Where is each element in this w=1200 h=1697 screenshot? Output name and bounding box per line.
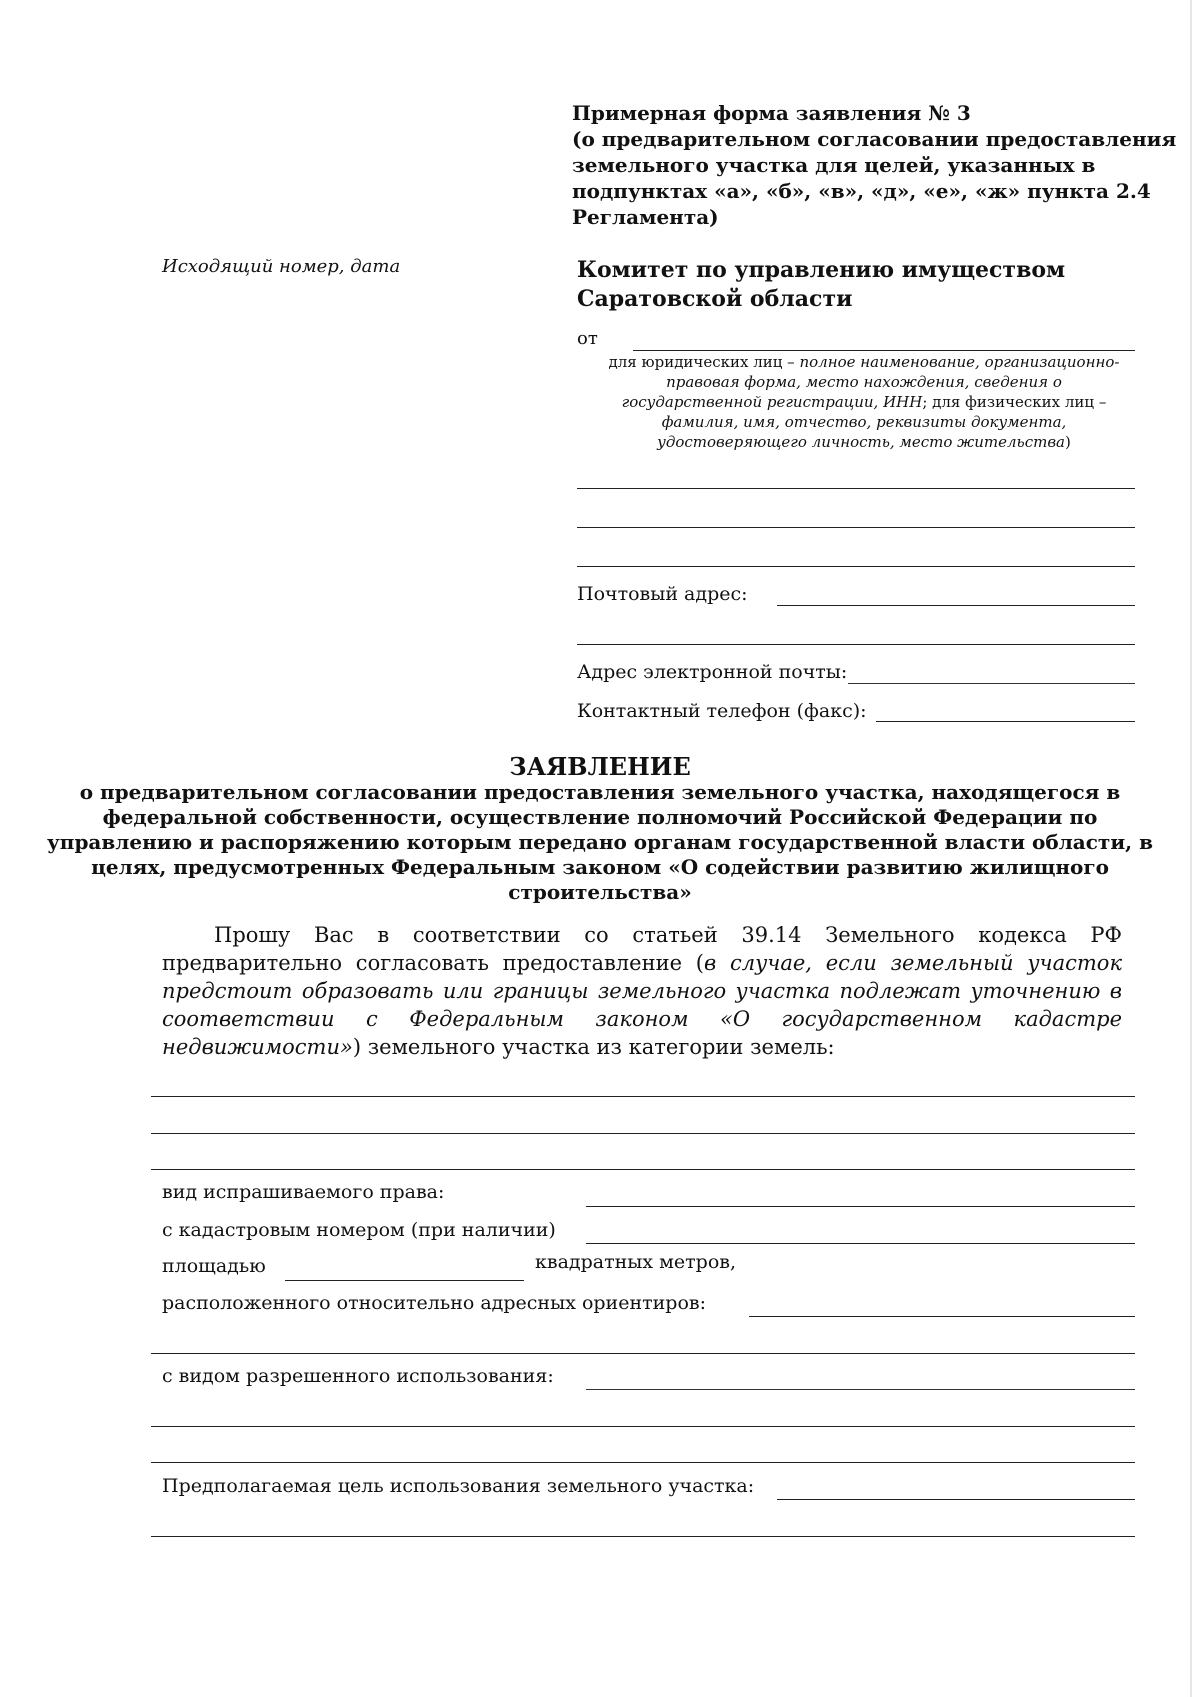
land-category-line-1[interactable] (151, 1096, 1135, 1097)
request-text-italic: в случае, если земельный участок предстоит образовать или границы земельного участка подлежат уточнению в соответствии с Федеральным законом «О государственном кадастре недвижимости» (162, 951, 1122, 1059)
applicant-info-line-1[interactable] (577, 488, 1135, 489)
hint-text: ; для физических лиц – (922, 393, 1107, 411)
addressee-line: Саратовской области (577, 286, 853, 312)
statement-subtitle (0, 780, 1200, 905)
request-paragraph (162, 921, 1122, 1061)
page-edge (1190, 0, 1192, 1697)
form-title-line: Регламента) (572, 205, 719, 229)
purpose-field[interactable] (777, 1499, 1135, 1500)
applicant-hint (600, 352, 1128, 452)
area-label: площадью (162, 1255, 266, 1277)
postal-address-label: Почтовый адрес: (577, 583, 748, 605)
right-type-field[interactable] (586, 1206, 1135, 1207)
permitted-use-field[interactable] (586, 1389, 1135, 1390)
statement-subtitle-line: строительства» (508, 880, 692, 904)
form-title-line: (о предварительном согласовании предоставления (572, 127, 1177, 151)
hint-text-italic: полное наименование, организационно-правовая форма, место нахождения, сведения о государственной регистрации, ИНН (621, 353, 1120, 411)
form-title (572, 100, 1177, 230)
phone-field[interactable] (876, 721, 1135, 722)
hint-text: ) (1065, 433, 1071, 451)
address-label: расположенного относительно адресных ориентиров: (162, 1292, 706, 1314)
applicant-name-field[interactable] (633, 350, 1135, 351)
hint-text: для юридических лиц – (608, 353, 800, 371)
address-field-2[interactable] (151, 1353, 1135, 1354)
applicant-info-line-2[interactable] (577, 527, 1135, 528)
postal-address-field-2[interactable] (577, 644, 1135, 645)
statement-subtitle-line: федеральной собственности, осуществление полномочий Российской Федерации по (102, 805, 1098, 829)
purpose-field-2[interactable] (151, 1536, 1135, 1537)
area-field[interactable] (285, 1280, 524, 1281)
statement-subtitle-line: целях, предусмотренных Федеральным законом «О содействии развитию жилищного (91, 855, 1109, 879)
form-title-line: подпунктах «а», «б», «в», «д», «е», «ж» пункта 2.4 (572, 179, 1151, 203)
request-text: Прошу Вас в соответствии со статьей 39.14 Земельного кодекса РФ предварительно согласовать предоставление ( (162, 923, 1122, 975)
statement-subtitle-line: о предварительном согласовании предоставления земельного участка, находящегося в (79, 780, 1121, 804)
hint-text-italic: фамилия, имя, отчество, реквизиты документа, удостоверяющего личность, место жительства (657, 413, 1067, 451)
form-title-line: Примерная форма заявления № 3 (572, 101, 971, 125)
email-field[interactable] (848, 683, 1135, 684)
purpose-label: Предполагаемая цель использования земельного участка: (162, 1475, 755, 1497)
from-label: от (577, 328, 598, 349)
phone-label: Контактный телефон (факс): (577, 700, 867, 722)
addressee-line: Комитет по управлению имуществом (577, 257, 1066, 283)
area-unit-label: квадратных метров, (535, 1251, 737, 1273)
request-text: ) земельного участка из категории земель: (352, 1035, 835, 1059)
cadastral-number-label: с кадастровым номером (при наличии) (162, 1219, 556, 1241)
land-category-line-2[interactable] (151, 1133, 1135, 1134)
outgoing-number-label: Исходящий номер, дата (162, 256, 401, 277)
addressee (577, 256, 1065, 314)
land-category-line-3[interactable] (151, 1169, 1135, 1170)
statement-title: ЗАЯВЛЕНИЕ (509, 752, 691, 781)
permitted-use-field-2[interactable] (151, 1426, 1135, 1427)
email-label: Адрес электронной почты: (577, 661, 848, 683)
statement-subtitle-line: управлению и распоряжению которым передано органам государственной власти области, в (47, 830, 1153, 854)
permitted-use-label: с видом разрешенного использования: (162, 1365, 554, 1387)
permitted-use-field-3[interactable] (151, 1462, 1135, 1463)
postal-address-field[interactable] (777, 605, 1135, 606)
form-title-line: земельного участка для целей, указанных в (572, 153, 1096, 177)
address-field[interactable] (749, 1316, 1135, 1317)
right-type-label: вид испрашиваемого права: (162, 1181, 445, 1203)
applicant-info-line-3[interactable] (577, 566, 1135, 567)
cadastral-number-field[interactable] (586, 1243, 1135, 1244)
